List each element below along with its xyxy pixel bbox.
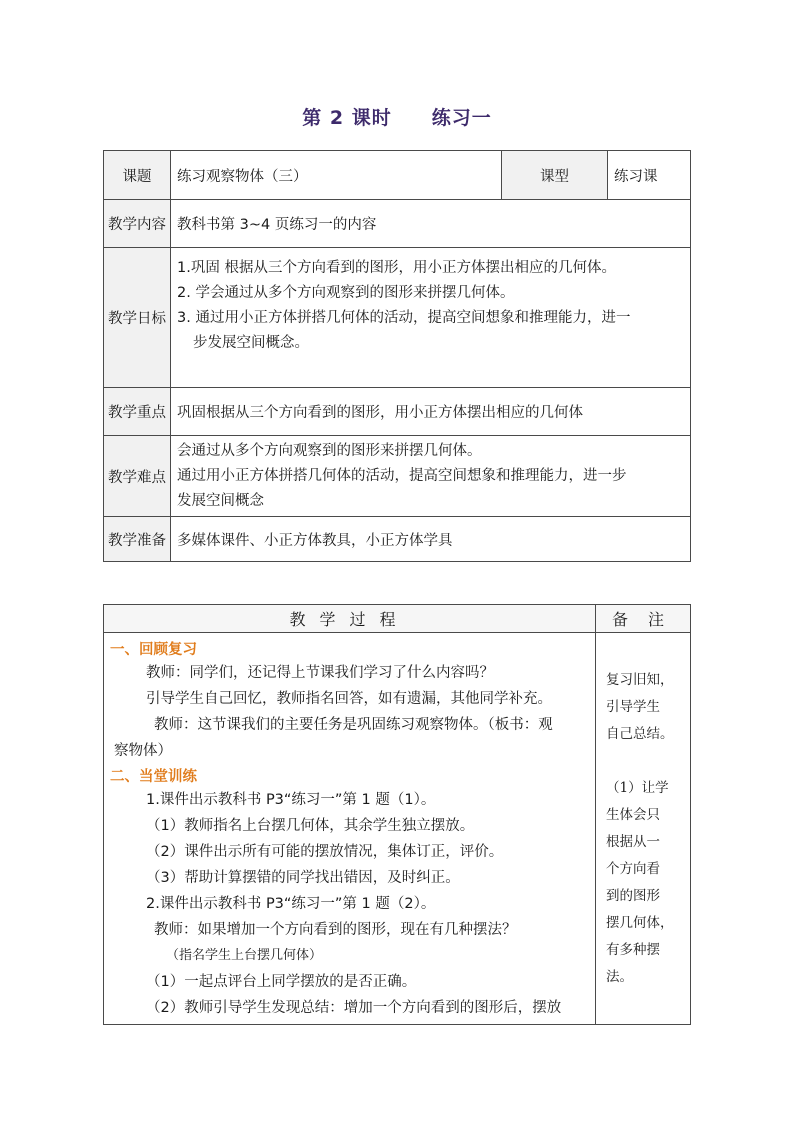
section-review-heading: 一、回顾复习 <box>110 642 197 658</box>
topic-value: 练习观察物体（三） <box>171 151 502 200</box>
note-line: 有多种摆 <box>606 942 660 958</box>
content-label: 教学内容 <box>104 200 171 248</box>
goals-label: 教学日标 <box>104 248 171 388</box>
lesson-number: 第 2 课时 <box>302 107 392 129</box>
process-line: 教师：这节课我们的主要任务是巩固练习观察物体。（板书：观 <box>154 717 553 733</box>
process-line: 教师：如果增加一个方向看到的图形，现在有几种摆法？ <box>154 922 517 938</box>
process-line: （指名学生上台摆几何体） <box>166 948 323 963</box>
goals-value <box>171 248 691 388</box>
notes-header: 备注 <box>596 605 691 633</box>
lesson-name: 练习一 <box>431 107 492 129</box>
note-spacer <box>606 748 686 775</box>
note-line: 引导学生 <box>606 699 660 715</box>
process-header-row <box>104 605 691 633</box>
focus-row <box>104 388 691 436</box>
process-line: （1）教师指名上台摆几何体，其余学生独立摆放。 <box>146 818 475 834</box>
process-line: （1）一起点评台上同学摆放的是否正确。 <box>146 974 417 990</box>
difficulty-line: 会通过从多个方向观察到的图形来拼摆几何体。 <box>177 442 482 459</box>
topic-row <box>104 151 691 200</box>
process-line: 引导学生自己回忆，教师指名回答，如有遗漏，其他同学补充。 <box>146 691 552 707</box>
process-line: 教师：同学们，还记得上节课我们学习了什么内容吗？ <box>146 665 494 681</box>
goal-line: 1.巩固 根据从三个方向看到的图形，用小正方体摆出相应的几何体。 <box>177 260 616 276</box>
difficulty-row <box>104 436 691 517</box>
content-row <box>104 200 691 248</box>
process-line: （2）教师引导学生发现总结：增加一个方向看到的图形后，摆放 <box>146 1000 562 1016</box>
process-notes <box>596 633 691 1025</box>
focus-label: 教学重点 <box>104 388 171 436</box>
note-line: （1）让学 <box>606 780 669 796</box>
prep-label: 教学准备 <box>104 517 171 562</box>
note-line: 复习旧知， <box>606 672 674 688</box>
difficulty-line: 通过用小正方体拼搭几何体的活动，提高空间想象和推理能力，进一步 <box>177 467 627 484</box>
difficulty-line: 发展空间概念 <box>177 492 264 509</box>
note-line: 法。 <box>606 969 633 985</box>
process-line: 察物体） <box>114 743 172 759</box>
process-header: 教学过程 <box>104 605 596 633</box>
goal-line: 2. 学会通过从多个方向观察到的图形来拼摆几何体。 <box>177 285 515 301</box>
process-line: （3）帮助计算摆错的同学找出错因，及时纠正。 <box>146 870 460 886</box>
note-line: 到的图形 <box>606 888 660 904</box>
process-line: 1.课件出示教科书 P3“练习一”第 1 题（1）。 <box>146 792 436 808</box>
page-title <box>0 103 794 130</box>
content-value: 教科书第 3~4 页练习一的内容 <box>171 200 691 248</box>
process-line: 2.课件出示教科书 P3“练习一”第 1 题（2）。 <box>146 896 436 912</box>
difficulty-value <box>171 436 691 517</box>
prep-value: 多媒体课件、小正方体教具，小正方体学具 <box>171 517 691 562</box>
teaching-process-table <box>103 604 691 1025</box>
section-practice-heading: 二、当堂训练 <box>110 769 197 785</box>
goals-row <box>104 248 691 388</box>
goal-line: 步发展空间概念。 <box>193 335 309 351</box>
process-line: （2）课件出示所有可能的摆放情况，集体订正，评价。 <box>146 844 504 860</box>
note-line: 自己总结。 <box>606 726 674 742</box>
process-content <box>104 633 596 1025</box>
note-line: 根据从一 <box>606 834 660 850</box>
process-body-row <box>104 633 691 1025</box>
lesson-info-table <box>103 150 691 562</box>
type-label: 课型 <box>502 151 608 200</box>
note-line: 个方向看 <box>606 861 660 877</box>
type-value: 练习课 <box>608 151 691 200</box>
goal-line: 3. 通过用小正方体拼搭几何体的活动，提高空间想象和推理能力，进一 <box>177 310 631 326</box>
difficulty-label: 教学难点 <box>104 436 171 517</box>
note-line: 摆几何体， <box>606 915 674 931</box>
note-line: 生体会只 <box>606 807 660 823</box>
topic-label: 课题 <box>104 151 171 200</box>
focus-value: 巩固根据从三个方向看到的图形，用小正方体摆出相应的几何体 <box>171 388 691 436</box>
prep-row <box>104 517 691 562</box>
